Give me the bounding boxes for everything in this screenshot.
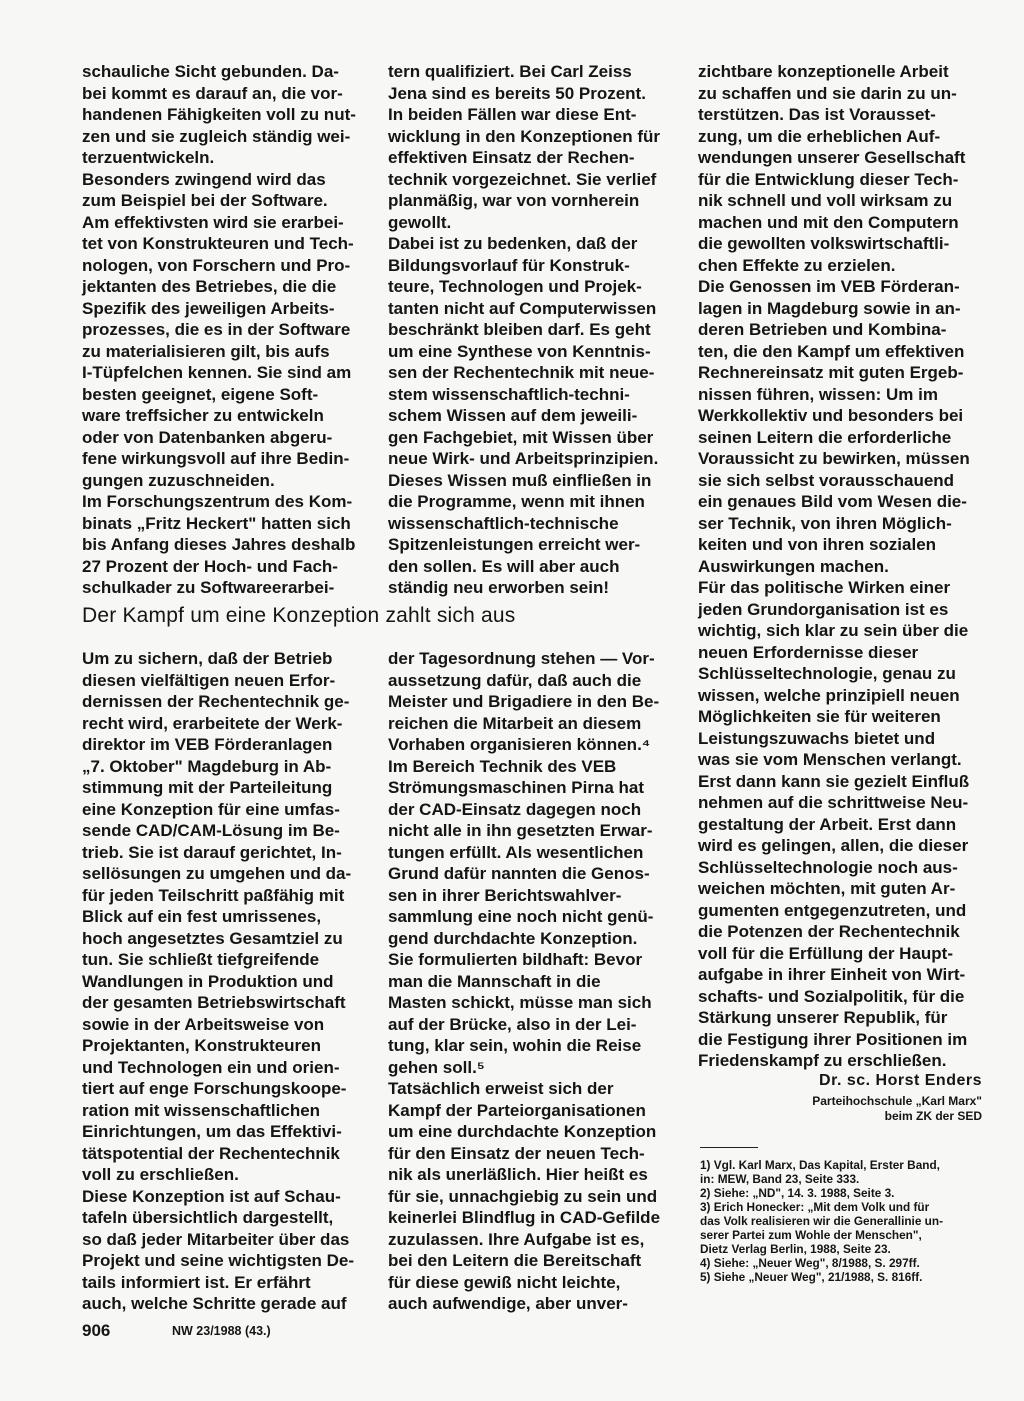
footnote-item: 5) Siehe „Neuer Weg", 21/1988, S. 816ff. xyxy=(700,1270,923,1284)
footnote-item: 1) Vgl. Karl Marx, Das Kapital, Erster Band, in: MEW, Band 23, Seite 333. xyxy=(700,1158,940,1186)
issue-label: NW 23/1988 (43.) xyxy=(172,1324,271,1338)
footnotes-list xyxy=(700,1158,984,1284)
article-column-bottom-left: Um zu sichern, daß der Betrieb diesen vielfältigen neuen Erfor- dernissen der Rechentechnik ge- recht wird, erarbeitete der Werk- direktor im VEB Förderanlagen „7. Oktober" Magdeburg in Ab- stimmung mit der Parteileitung eine Konzeption für eine umfas- sende CAD/CAM-Lösung im Be- trieb. Sie ist darauf gerichtet, In- sellösungen zu umgehen und da- für jeden Teilschritt paßfähig mit Blick auf ein fest umrissenes, hoch angesetztes Gesamtziel zu tun. Sie schließt tiefgreifende Wandlungen in Produktion und der gesamten Betriebswirtschaft sowie in der Arbeitsweise von Projektanten, Konstrukteuren und Technologen ein und orien- tiert auf enge Forschungskoope- ration mit wissenschaftlichen Einrichtungen, um das Effektivi- tätspotential der Rechentechnik voll zu erschließen. Diese Konzeption ist auf Schau- tafeln übersichtlich dargestellt, so daß jeder Mitarbeiter über das Projekt und seine wichtigsten De- tails informiert ist. Er erfährt auch, welche Schritte gerade auf xyxy=(82,649,355,1313)
article-column-top-left: schauliche Sicht gebunden. Da- bei kommt es darauf an, die vor- handenen Fähigkeiten voll zu nut- zen und sie zugleich ständig wei- terzuentwickeln. Besonders zwingend wird das zum Beispiel bei der Software. Am effektivsten wird sie erarbei- tet von Konstrukteuren und Tech- nologen, von Forschern und Pro- jektanten des Betriebes, die die Spezifik des jeweiligen Arbeits- prozesses, die es in der Software zu materialisieren gilt, bis aufs I-Tüpfelchen kennen. Sie sind am besten geeignet, eigene Soft- ware treffsicher zu entwickeln oder von Datenbanken abgeru- fene wirkungsvoll auf ihre Bedin- gungen zuzuschneiden. Im Forschungszentrum des Kom- binats „Fritz Heckert" hatten sich bis Anfang dieses Jahres deshalb 27 Prozent der Hoch- und Fach- schulkader zu Softwareerarbei- xyxy=(82,62,356,597)
article-column-top-middle: tern qualifiziert. Bei Carl Zeiss Jena sind es bereits 50 Prozent. In beiden Fällen war diese Ent- wicklung in den Konzeptionen für effektiven Einsatz der Rechen- technik vorgezeichnet. Sie verlief planmäßig, war von vornherein gewollt. Dabei ist zu bedenken, daß der Bildungsvorlauf für Konstruk- teure, Technologen und Projek- tanten nicht auf Computerwissen beschränkt bleiben darf. Es geht um eine Synthese von Kenntnis- sen der Rechentechnik mit neue- stem wissenschaftlich-techni- schem Wissen auf dem jeweili- gen Fachgebiet, mit Wissen über neue Wirk- und Arbeitsprinzipien. Dieses Wissen muß einfließen in die Programme, wenn mit ihnen wissenschaftlich-technische Spitzenleistungen erreicht wer- den sollen. Es will aber auch ständig neu erworben sein! xyxy=(388,62,660,597)
footnote-item: 2) Siehe: „ND", 14. 3. 1988, Seite 3. xyxy=(700,1186,895,1200)
author-name: Dr. sc. Horst Enders xyxy=(819,1072,982,1089)
page-number: 906 xyxy=(82,1321,111,1340)
footnote-item: 4) Siehe: „Neuer Weg", 8/1988, S. 297ff. xyxy=(700,1256,920,1270)
article-column-right: zichtbare konzeptionelle Arbeit zu schaffen und sie darin zu un- terstützen. Das ist Vorausset- zung, um die erheblichen Auf- wendungen unserer Gesellschaft für die Entwicklung dieser Tech- nik schnell und voll wirksam zu machen und mit den Computern die gewollten volkswirtschaftli- chen Effekte zu erzielen. Die Genossen im VEB Förderan- lagen in Magdeburg sowie in an- deren Betrieben und Kombina- ten, die den Kampf um effektiven Rechnereinsatz mit guten Ergeb- nissen führen, wissen: Um im Werkkollektiv und besonders bei seinen Leitern die erforderliche Voraussicht zu bewirken, müssen sie sich selbst vorausschauend ein genaues Bild vom Wesen die- ser Technik, von ihren Möglich- keiten und von ihren sozialen Auswirkungen machen. Für das politische Wirken einer jeden Grundorganisation ist es wichtig, sich klar zu sein über die neuen Erfordernisse dieser Schlüsseltechnologie, genau zu wissen, welche prinzipiell neuen Möglichkeiten sie für weiteren Leistungszuwachs bietet und was sie vom Menschen verlangt. Erst dann kann sie gezielt Einfluß nehmen auf die schrittweise Neu- gestaltung der Arbeit. Erst dann wird es gelingen, allen, die dieser Schlüsseltechnologie noch aus- weichen möchten, mit guten Ar- gumenten entgegenzutreten, und die Potenzen der Rechentechnik voll für die Erfüllung der Haupt- aufgabe in ihrer Einheit von Wirt- schafts- und Sozialpolitik, für die Stärkung unserer Republik, für die Festigung ihrer Positionen im Friedenskampf zu erschließen. xyxy=(698,62,970,1070)
footnote-item: 3) Erich Honecker: „Mit dem Volk und für das Volk realisieren wir die Generallinie un- serer Partei zum Wohle der Menschen", Dietz Verlag Berlin, 1988, Seite 23. xyxy=(700,1200,944,1256)
article-column-bottom-middle: der Tagesordnung stehen — Vor- aussetzung dafür, daß auch die Meister und Brigadiere in den Be- reichen die Mitarbeit an diesem Vorhaben organisieren können.⁴ Im Bereich Technik des VEB Strömungsmaschinen Pirna hat der CAD-Einsatz dagegen noch nicht alle in ihn gesetzten Erwar- tungen erfüllt. Als wesentlichen Grund dafür nannten die Genos- sen in ihrer Berichtswahlver- sammlung eine noch nicht genü- gend durchdachte Konzeption. Sie formulierten bildhaft: Bevor man die Mannschaft in die Masten schickt, müsse man sich auf der Brücke, also in der Lei- tung, klar sein, wohin die Reise gehen soll.⁵ Tatsächlich erweist sich der Kampf der Parteiorganisationen um eine durchdachte Konzeption für den Einsatz der neuen Tech- nik als unerläßlich. Hier heißt es für sie, unnachgiebig zu sein und keinerlei Blindflug in CAD-Gefilde zuzulassen. Ihre Aufgabe ist es, bei den Leitern die Bereitschaft für diese gewiß nicht leichte, auch aufwendige, aber unver- xyxy=(388,649,661,1313)
section-heading: Der Kampf um eine Konzeption zahlt sich aus xyxy=(82,604,516,627)
footnote-divider xyxy=(700,1147,758,1148)
author-affiliation: Parteihochschule „Karl Marx" beim ZK der SED xyxy=(812,1094,982,1123)
